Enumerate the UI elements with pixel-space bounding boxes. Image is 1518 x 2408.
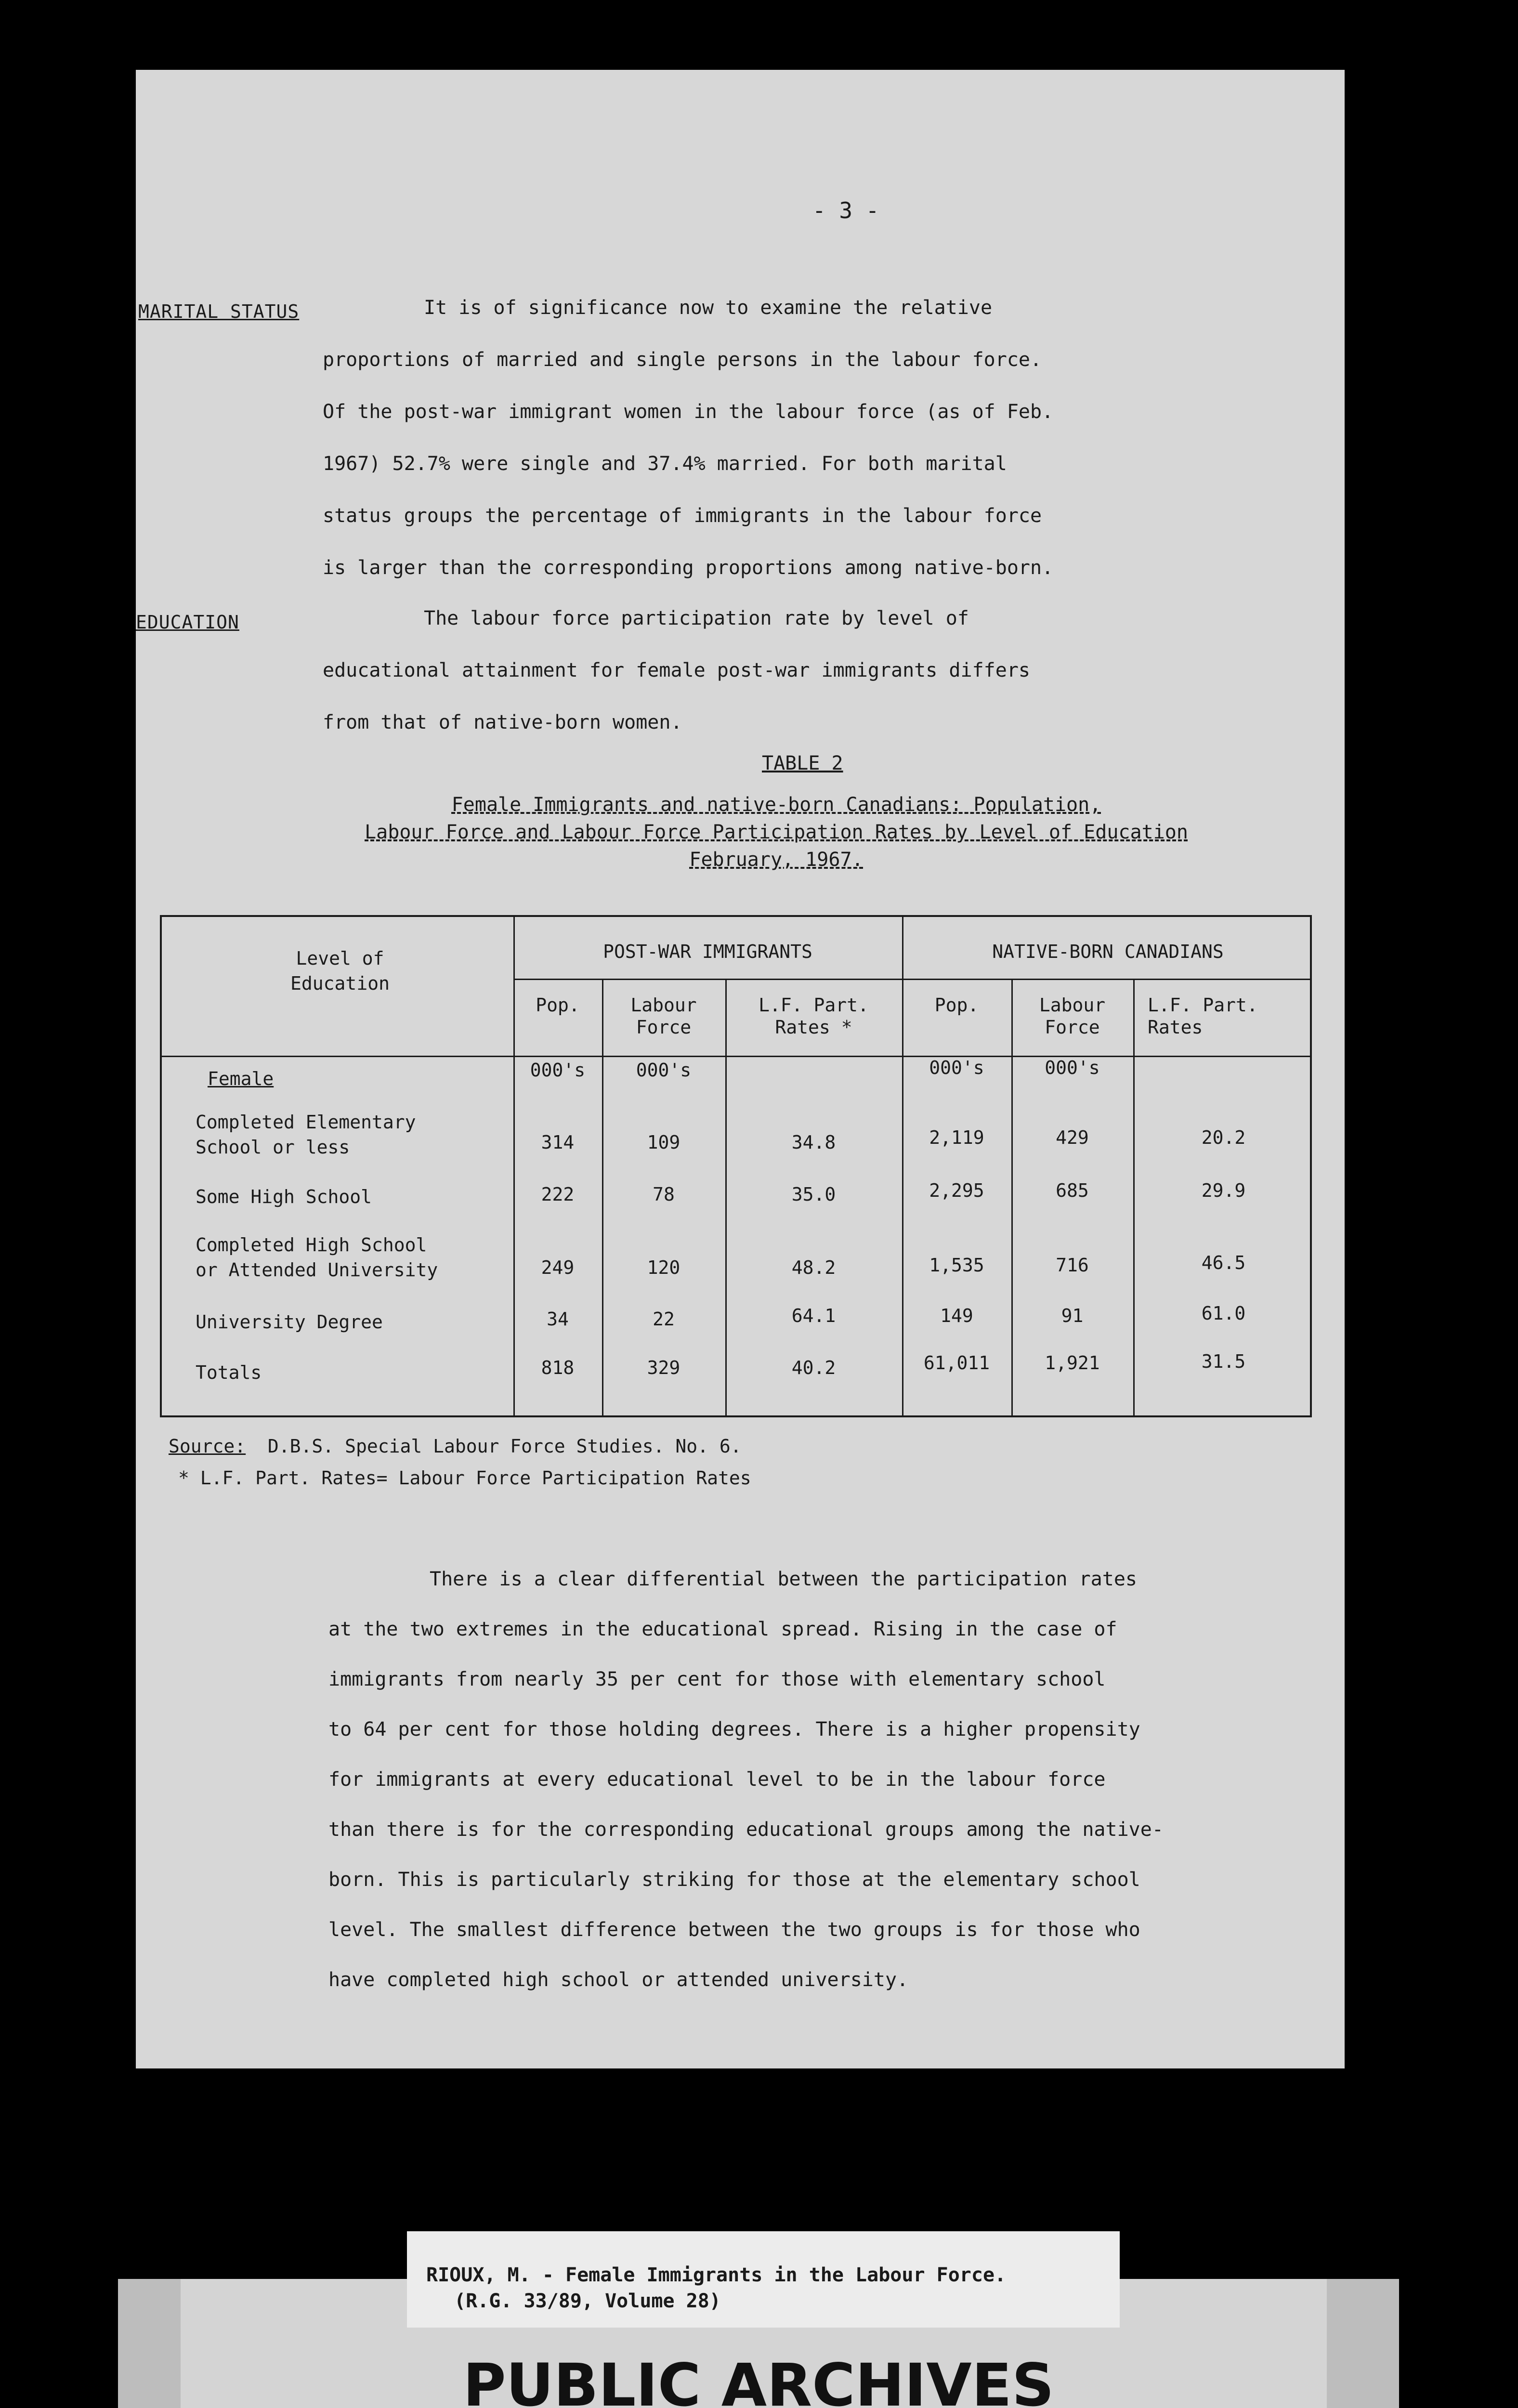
imm-pop-header: Pop. — [536, 995, 580, 1016]
imm-rate-cell: 48.2 — [791, 1257, 836, 1278]
nat-pop-units: 000's — [929, 1057, 984, 1078]
nat-labour-cell: 429 — [1056, 1127, 1089, 1148]
nat-labour-cell: 685 — [1056, 1180, 1089, 1201]
nat-labour-units: 000's — [1045, 1057, 1100, 1078]
nat-pop-cell: 149 — [940, 1305, 973, 1326]
imm-pop-cell: 222 — [541, 1184, 575, 1205]
row-level: Totals — [196, 1362, 262, 1383]
row-level: Some High School — [196, 1186, 372, 1207]
marital-status-paragraph: It is of significance now to examine the relative proportions of married and single persons in the labour force. Of the post-war immigrant women in the labour force (as of Feb. 1967) 52.7% were single and 37.4% married. For both marital status groups the percentage of immigrants in the labour force is larger than the corresponding proportions among native-born. — [323, 297, 1054, 579]
imm-labour-cell: 329 — [647, 1357, 680, 1378]
group-header-native: NATIVE-BORN CANADIANS — [992, 941, 1224, 962]
marital-status-heading: MARITAL STATUS — [138, 301, 300, 322]
imm-rates-header: L.F. Part. Rates * — [759, 995, 869, 1038]
nat-rate-cell: 20.2 — [1201, 1127, 1246, 1148]
nat-labour-cell: 1,921 — [1045, 1352, 1100, 1374]
source-note — [169, 1430, 751, 1494]
nat-rate-cell: 31.5 — [1201, 1351, 1246, 1372]
nat-rate-cell: 61.0 — [1201, 1303, 1246, 1324]
imm-labour-header: Labour Force — [630, 995, 697, 1038]
table-caption — [319, 791, 1234, 874]
imm-pop-cell: 249 — [541, 1257, 575, 1278]
nat-rate-cell: 46.5 — [1201, 1252, 1246, 1273]
nat-pop-cell: 1,535 — [929, 1255, 984, 1276]
archives-line-english: PUBLIC ARCHIVES — [463, 2351, 1054, 2408]
source-text: D.B.S. Special Labour Force Studies. No. 6. — [267, 1436, 742, 1457]
education-table — [160, 915, 1312, 1417]
source-footnote: * L.F. Part. Rates= Labour Force Participation Rates — [178, 1467, 751, 1489]
imm-labour-cell: 22 — [653, 1309, 675, 1330]
row-level: University Degree — [196, 1311, 383, 1333]
group-header-immigrants: POST-WAR IMMIGRANTS — [603, 941, 812, 962]
imm-rate-cell: 35.0 — [791, 1184, 836, 1205]
nat-rates-header: L.F. Part. Rates — [1148, 995, 1258, 1038]
source-label: Source: — [169, 1436, 246, 1457]
closing-paragraph: There is a clear differential between the participation rates at the two extremes in the educational spread. Rising in the case of immigrants from nearly 35 per cent for those with elementary school to 64 per cent for those holding degrees. There is a higher propensity for immigrants at every educational level to be in the labour force than there is for the corresponding educational groups among the native- born. This is particularly striking for those at the elementary school level. The smallest difference between the two groups is for those who have completed high school or attended university. — [328, 1568, 1164, 1991]
row-level: Completed Elementary School or less — [196, 1112, 416, 1158]
nat-pop-cell: 2,295 — [929, 1180, 984, 1201]
nat-rate-cell: 29.9 — [1201, 1180, 1246, 1201]
document-page — [136, 70, 1345, 2068]
imm-rate-cell: 40.2 — [791, 1357, 836, 1378]
row-level: Completed High School or Attended University — [196, 1234, 438, 1281]
column-header-level: Level of Education — [290, 948, 390, 994]
table-label: TABLE 2 — [762, 752, 843, 774]
imm-labour-units: 000's — [636, 1060, 692, 1081]
page-number: - 3 - — [812, 197, 879, 223]
table-caption-line-1: Female Immigrants and native-born Canadians: Population, — [451, 794, 1101, 816]
nat-pop-header: Pop. — [934, 995, 979, 1016]
table-caption-line-3: February, 1967. — [689, 849, 864, 871]
imm-pop-cell: 314 — [541, 1132, 575, 1153]
education-paragraph: The labour force participation rate by level of educational attainment for female post-war immigrants differs from that of native-born women. — [323, 607, 1031, 733]
nat-pop-cell: 61,011 — [923, 1352, 990, 1374]
nat-labour-cell: 91 — [1061, 1305, 1084, 1326]
imm-labour-cell: 78 — [653, 1184, 675, 1205]
imm-labour-cell: 120 — [647, 1257, 680, 1278]
imm-rate-cell: 34.8 — [791, 1132, 836, 1153]
table-caption-line-2: Labour Force and Labour Force Participation Rates by Level of Education — [365, 821, 1188, 843]
imm-rate-cell: 64.1 — [791, 1305, 836, 1326]
imm-labour-cell: 109 — [647, 1132, 680, 1153]
nat-pop-cell: 2,119 — [929, 1127, 984, 1148]
imm-pop-cell: 818 — [541, 1357, 575, 1378]
archive-reference-volume: (R.G. 33/89, Volume 28) — [454, 2290, 721, 2312]
imm-pop-units: 000's — [530, 1060, 586, 1081]
nat-labour-cell: 716 — [1056, 1255, 1089, 1276]
education-heading: EDUCATION — [136, 612, 239, 633]
archive-reference-label — [407, 2231, 1120, 2328]
nat-labour-header: Labour Force — [1039, 995, 1106, 1038]
imm-pop-cell: 34 — [547, 1309, 569, 1330]
archive-reference-title: RIOUX, M. - Female Immigrants in the Labour Force. — [426, 2264, 1007, 2286]
female-label: Female — [208, 1068, 274, 1089]
